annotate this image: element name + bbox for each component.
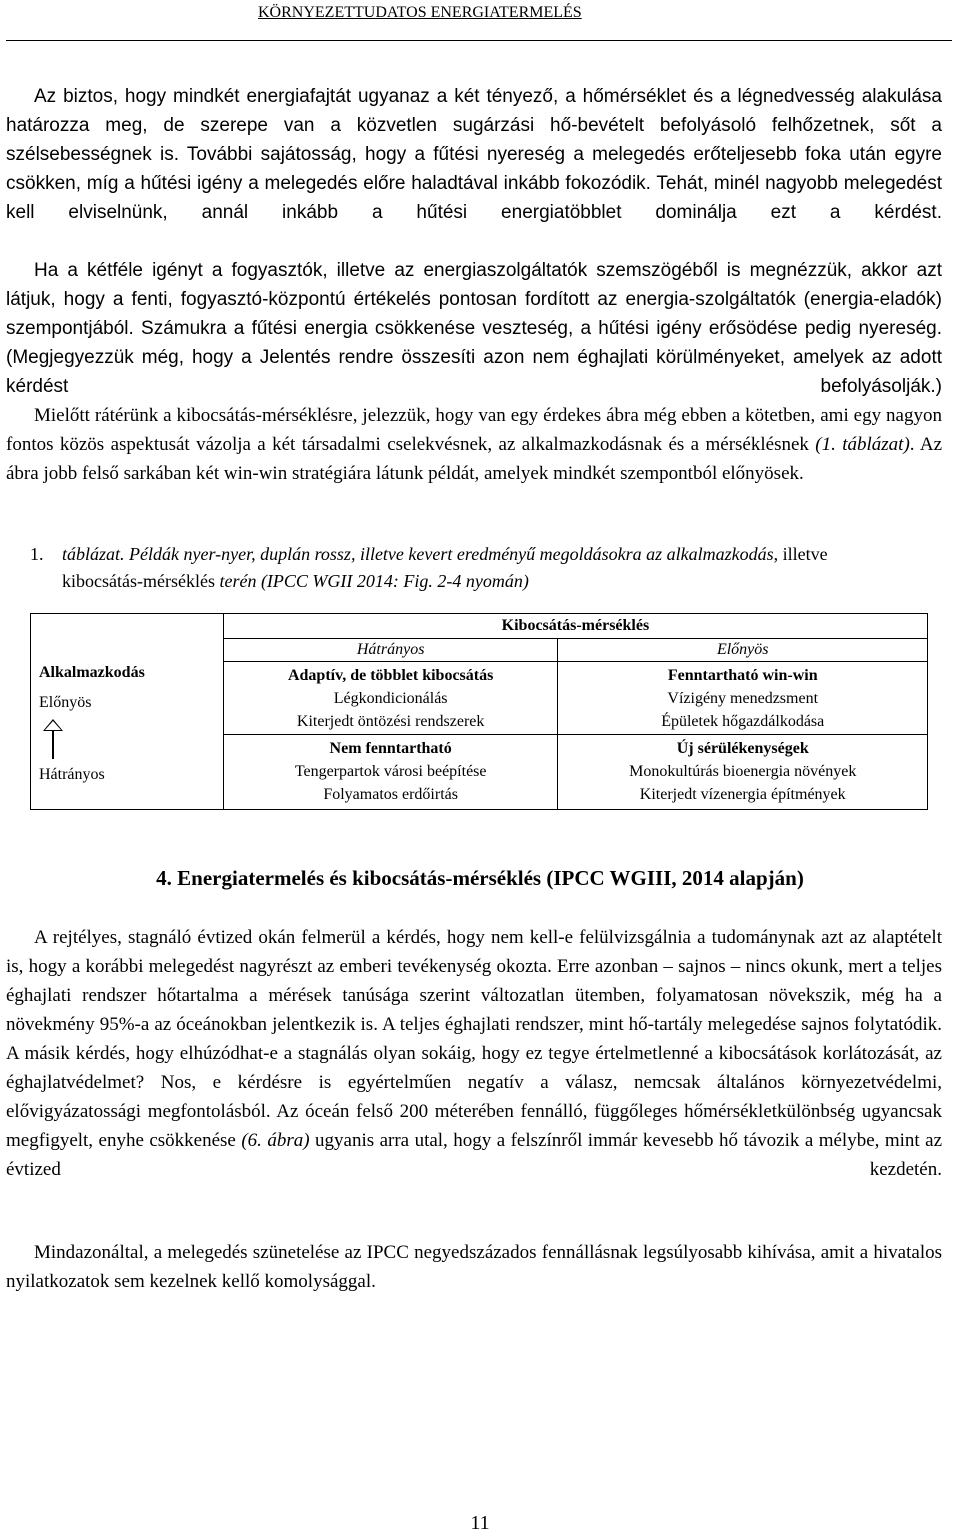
intro-paragraph-1: Az biztos, hogy mindkét energiafajtát ugyanaz a két tényező, a hőmérséklet és a légnedvesség alakulása határozza meg, de szerepe van a közvetlen sugárzási hő-bevételt befolyásoló felhőzetnek, sőt a szélsebességnek is. További sajátosság, hogy a fűtési nyereség a melegedés erőteljesebb foka után egyre csökken, míg a hűtési igény a melegedés előre haladtával inkább fokozódik. Tehát, minél nagyobb melegedést kell elviselnünk, annál inkább a hűtési energiatöbblet dominálja ezt a kérdést.	[6, 86, 942, 223]
section-heading: 4. Energiatermelés és kibocsátás-mérséklés (IPCC WGIII, 2014 alapján)	[156, 866, 804, 890]
cell-item: Kiterjedt öntözési rendszerek	[296, 713, 485, 730]
cell-top-left	[223, 662, 558, 735]
caption-text-1: táblázat. Példák nyer-nyer, duplán rossz, illetve kevert eredményű megoldásokra az alkalmazkodás	[62, 544, 774, 564]
header-rule	[6, 40, 952, 41]
cell-bottom-left	[223, 735, 558, 810]
cell-bottom-right	[558, 735, 928, 810]
body-paragraph-1-text: A rejtélyes, stagnáló évtized okán felmerül a kérdés, hogy nem kell-e felülvizsgálnia a tudománynak azt az alaptételt is, hogy a korábbi melegedést nagyrészt az emberi tevékenység okozta. Erre azonban – sajnos – nincs okunk, mert a teljes éghajlati rendszer hőtartalma a mérések tanúsága szerint változatlan ütemben, folyamatosan növekszik, még ha a növekmény 95%-a az óceánokban jelentkezik is. A teljes éghajlati rendszer, mint hő-tartály melegedése sajnos folytatódik. A másik kérdés, hogy elhúzódhat-e a stagnálás olyan sokáig, hogy ez tegye értelmetlenné a kibocsátások korlátozását, az éghajlatvédelmet? Nos, e kérdésre is egyértelműen negatív a válasz, nemcsak általános környezetvédelmi, elővigyázatossági megfontolásból. Az óceán felső 200 méterében fennálló, függőleges hőmérsékletkülönbség ugyancsak megfigyelt, enyhe csökkenése	[6, 927, 942, 1151]
table-reference: (1. táblázat)	[815, 434, 910, 455]
body-paragraph-1-end: ugyanis arra utal, hogy a felszínről immár kevesebb hő távozik a mélybe, mint az évtized kezdetén.	[6, 1130, 942, 1180]
table-caption	[30, 541, 890, 595]
cell-item: Tengerpartok városi beépítése	[294, 763, 487, 780]
intro-paragraph-3	[6, 401, 942, 488]
column-sub-left: Hátrányos	[223, 639, 558, 662]
running-header: KÖRNYEZETTUDATOS ENERGIATERMELÉS	[258, 4, 582, 21]
figure-reference: (6. ábra)	[241, 1130, 310, 1151]
body-paragraph-2: Mindazonáltal, a melegedés szünetelése az IPCC negyedszázados fennállásnak legsúlyosabb kihívása, amit a hivatalos nyilatkozatok sem kezelnek kellő komolysággal.	[6, 1242, 942, 1292]
adaptation-mitigation-table	[30, 613, 928, 810]
cell-title: Új sérülékenységek	[676, 740, 809, 757]
body-paragraph-1	[6, 923, 942, 1184]
cell-top-right	[558, 662, 928, 735]
cell-item: Monokultúrás bioenergia növények	[629, 763, 857, 780]
cell-item: Vízigény menedzsment	[667, 690, 819, 707]
column-axis-title: Kibocsátás-mérséklés	[223, 614, 927, 639]
cell-item: Kiterjedt vízenergia építmények	[639, 786, 846, 803]
up-arrow-icon	[43, 719, 73, 759]
row-axis-title: Alkalmazkodás	[39, 664, 145, 681]
cell-title: Nem fenntartható	[329, 740, 452, 757]
caption-text-2: , illetve kibocsátás-mérséklés	[62, 544, 828, 591]
cell-title: Fenntartható win-win	[667, 667, 818, 684]
cell-item: Folyamatos erdőirtás	[323, 786, 458, 803]
cell-item: Épületek hőgazdálkodása	[661, 713, 825, 730]
caption-text-3: terén (IPCC WGII 2014: Fig. 2-4 nyomán)	[214, 571, 529, 591]
column-sub-right: Előnyös	[558, 639, 928, 662]
row-axis-top-label: Előnyös	[39, 694, 92, 711]
intro-paragraph-2: Ha a kétféle igényt a fogyasztók, illetve az energiaszolgáltatók szemszögéből is megnézzük, akkor azt látjuk, hogy a fenti, fogyasztó-központú értékelés pontosan fordított az energia-szolgáltatók (energia-eladók) szempontjából. Számukra a fűtési energia csökkenése veszteség, a hűtési igény erősödése pedig nyereség. (Megjegyezzük még, hogy a Jelentés rendre összesíti azon nem éghajlati körülményeket, amelyek az adott kérdést befolyásolják.)	[6, 260, 942, 397]
cell-item: Légkondicionálás	[333, 690, 448, 707]
cell-title: Adaptív, de többlet kibocsátás	[287, 667, 494, 684]
intro-paragraph-3-end: . Az ábra jobb felső sarkában két win-win stratégiára látunk példát, amelyek mindkét szempontból előnyösek.	[6, 434, 943, 484]
caption-number: 1.	[30, 544, 44, 564]
row-axis-bottom-label: Hátrányos	[39, 766, 105, 783]
intro-paragraph-3-text: Mielőtt rátérünk a kibocsátás-mérséklésre, jelezzük, hogy van egy érdekes ábra még ebben a kötetben, ami egy nagyon fontos közös aspektusát vázolja a két társadalmi cselekvésnek, az alkalmazkodásnak és a mérséklésnek	[6, 405, 942, 455]
page-number: 11	[470, 1512, 490, 1534]
row-axis-cell	[31, 614, 224, 810]
